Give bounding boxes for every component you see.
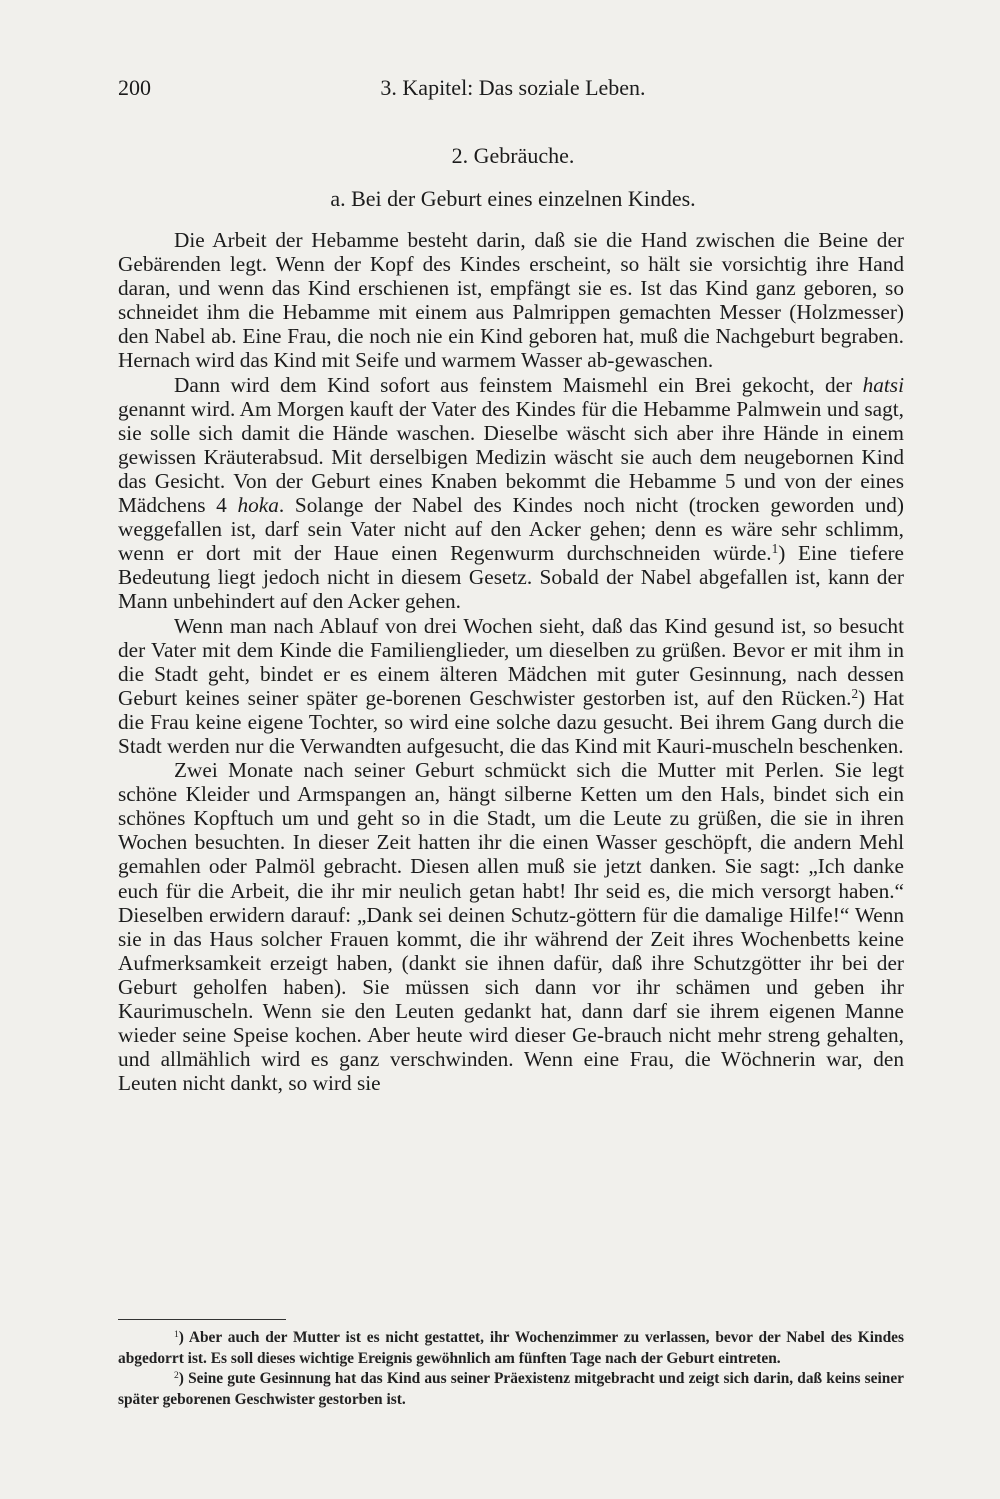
paragraph-2-part-b: genannt wird. Am Morgen kauft der Vater des Kindes für die Hebamme Palmwein und sagt, sie solle sich damit die Hände waschen. Dieselbe wäscht sich aber ihre Hände in einem gewissen Kräuterabsud. Mit derselbigen Medizin wäscht sie auch dem neugebornen Kind das Gesicht. Von der Geburt eines Knaben bekommt die Hebamme 5 und von der eines Mädchens 4 — [118, 396, 904, 518]
footnote-1 — [118, 1328, 904, 1369]
paragraph-4: Zwei Monate nach seiner Geburt schmückt sich die Mutter mit Perlen. Sie legt schöne Kleider und Armspangen an, hängt silberne Ketten um den Hals, bindet sich ein schönes Kopftuch um und geht so in die Stadt, um die Leute zu grüßen, die sie in ihren Wochen besuchten. In dieser Zeit hatten ihr die einen Wasser geschöpft, die andern Mehl gemahlen oder Palmöl gebracht. Diesen allen muß sie jetzt danken. Sie sagt: „Ich danke euch für die Arbeit, die ihr mir neulich getan habt! Ihr seid es, die mich versorgt haben.“ Dieselben erwidern darauf: „Dank sei deinen Schutz-göttern für die damalige Hilfe!“ Wenn sie in das Haus solcher Frauen kommt, die ihr während der Zeit ihres Wochenbetts keine Aufmerksamkeit erzeigt haben, (dankt sie ihnen dafür, daß ihre Schutzgötter ihr bei der Geburt geholfen haben). Sie müssen sich dann vor ihr schämen und geben ihr Kaurimuscheln. Wenn sie den Leuten gedankt hat, dann darf sie ihrem eigenen Manne wieder seine Speise kochen. Aber heute wird dieser Ge-brauch nicht mehr streng gehalten, und allmählich wird es ganz verschwinden. Wenn eine Frau, die Wöchnerin war, den Leuten nicht dankt, so wird sie — [118, 758, 904, 1096]
paragraph-2-part-d: ) Eine tiefere Bedeutung liegt jedoch nicht in diesem Gesetz. Sobald der Nabel abgefallen ist, kann der Mann unbehindert auf den Acker gehen. — [118, 541, 904, 614]
paragraph-2-part-a: Dann wird dem Kind sofort aus feinstem Maismehl ein Brei gekocht, der — [174, 372, 863, 397]
footnote-ref-2: 2 — [851, 685, 859, 701]
running-head — [118, 70, 908, 106]
footnote-2-mark: 2 — [174, 1369, 179, 1381]
section-heading: 2. Gebräuche. — [451, 143, 575, 168]
paragraph-3 — [118, 614, 904, 759]
term-hoka: hoka — [237, 493, 279, 518]
footnote-2-text: ) Seine gute Gesinnung hat das Kind aus seiner Präexistenz mitgebracht und zeigt sich darin, daß keins seiner später geborenen Geschwister gestorben ist. — [118, 1370, 904, 1408]
paragraph-3-part-b: ) Hat die Frau keine eigene Tochter, so wird eine solche dazu gesucht. Bei ihrem Gang durch die Stadt werden nur die Verwandten aufgesucht, die das Kind mit Kauri-muscheln beschenken. — [118, 685, 904, 758]
footnote-ref-1: 1 — [771, 540, 779, 556]
footnotes — [118, 1328, 904, 1410]
subsection-heading: a. Bei der Geburt eines einzelnen Kindes. — [330, 186, 696, 211]
term-hatsi: hatsi — [862, 372, 904, 397]
footnote-1-text: ) Aber auch der Mutter ist es nicht gestattet, ihr Wochenzimmer zu verlassen, bevor der Nabel des Kindes abgedorrt ist. Es soll dieses wichtige Ereignis gewöhnlich am fünften Tage nach der Geburt eintreten. — [118, 1329, 904, 1367]
body-text — [118, 228, 904, 1095]
page-number: 200 — [118, 75, 151, 100]
footnote-1-mark: 1 — [174, 1328, 179, 1340]
paragraph-2 — [118, 373, 904, 614]
footnote-2 — [118, 1369, 904, 1410]
paragraph-1: Die Arbeit der Hebamme besteht darin, daß sie die Hand zwischen die Beine der Gebärenden legt. Wenn der Kopf des Kindes erscheint, so hält sie vorsichtig ihre Hand daran, und wenn das Kind erschienen ist, empfängt sie es. Ist das Kind ganz geboren, so schneidet ihm die Hebamme mit einem aus Palmrippen gemachten Messer (Holzmesser) den Nabel ab. Eine Frau, die noch nie ein Kind geboren hat, muß die Nachgeburt begraben. Hernach wird das Kind mit Seife und warmem Wasser ab-gewaschen. — [118, 228, 904, 373]
chapter-title: 3. Kapitel: Das soziale Leben. — [380, 75, 646, 100]
paragraph-3-part-a: Wenn man nach Ablauf von drei Wochen sieht, daß das Kind gesund ist, so besucht der Vater mit dem Kinde die Familienglieder, um dieselben zu grüßen. Bevor er mit ihm in die Stadt geht, bindet er es einem älteren Mädchen mit guter Gesinnung, nach dessen Geburt keines seiner später ge-borenen Geschwister gestorben ist, auf den Rücken. — [118, 613, 904, 710]
paragraph-2-part-c: . Solange der Nabel des Kindes noch nicht (trocken geworden und) weggefallen ist, darf sein Vater nicht auf den Acker gehen; denn es wäre sehr schlimm, wenn er dort mit der Haue einen Regenwurm durchschneiden würde. — [118, 493, 905, 566]
footnote-divider — [118, 1319, 286, 1320]
